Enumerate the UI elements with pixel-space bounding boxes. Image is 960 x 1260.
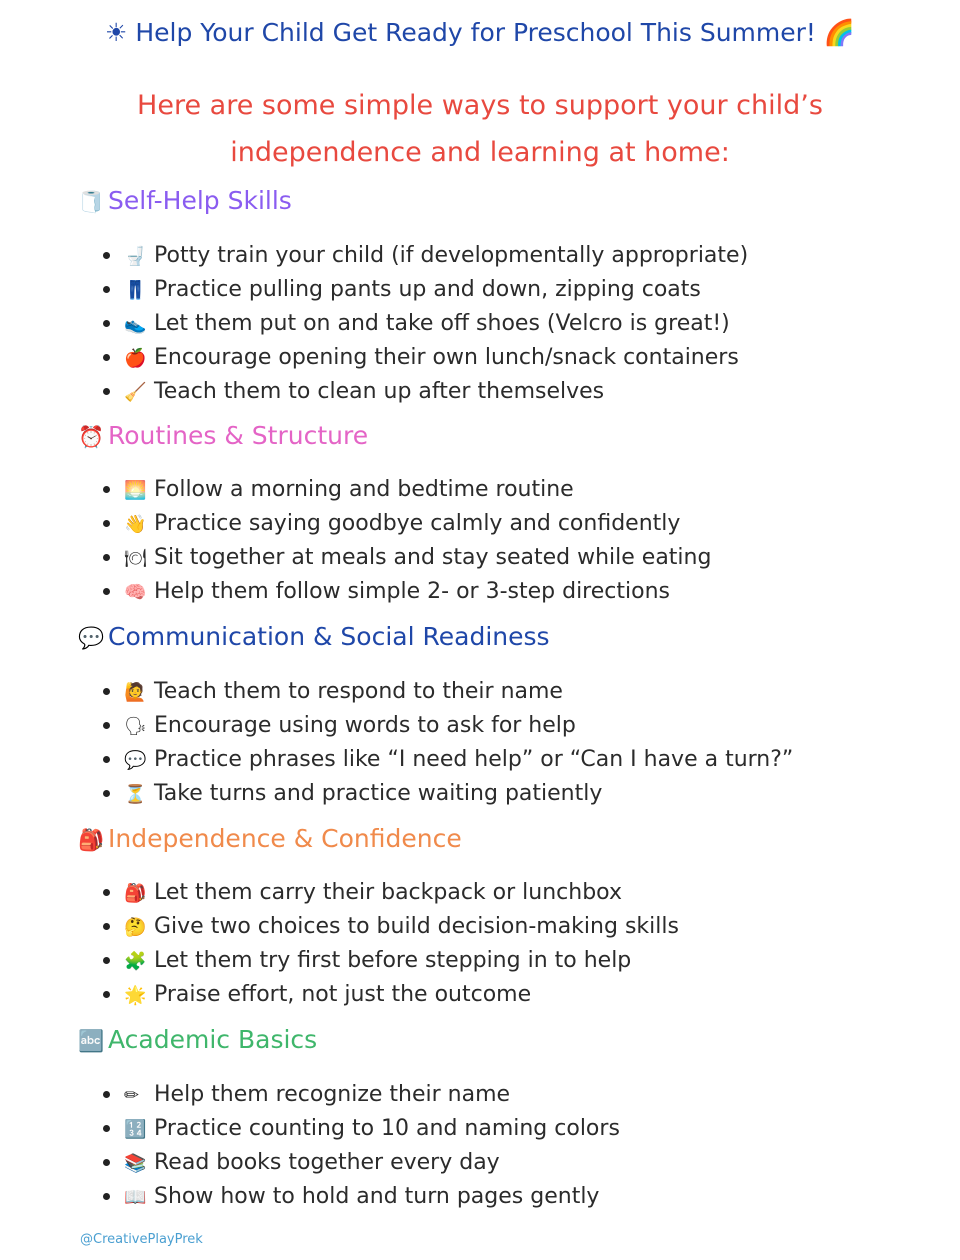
list-item-text: Help them follow simple 2- or 3-step directions [154,579,670,604]
list-item [100,777,940,811]
list-item-text: Practice counting to 10 and naming colors [154,1116,620,1141]
speech-bubble-icon: 💬 [124,750,147,771]
list-item [100,910,940,944]
academic-list [100,1078,940,1214]
list-item [100,1146,940,1180]
list-item [100,944,940,978]
list-item-text: Read books together every day [154,1150,500,1175]
backpack-icon: 🎒 [124,883,147,904]
list-item-text: Give two choices to build decision-making skills [154,914,679,939]
list-item-text: Sit together at meals and stay seated while eating [154,545,712,570]
numbers-icon: 🔢 [124,1119,147,1140]
list-item-text: Practice phrases like “I need help” or “Can I have a turn?” [154,747,794,772]
section-heading-label: Self-Help Skills [108,186,292,215]
backpack-icon: 🎒 [78,828,105,852]
section-heading-communication [78,622,550,651]
plate-icon: 🍽 [124,548,147,569]
sun-icon: ☀ [104,18,128,47]
list-item-text: Let them carry their backpack or lunchbox [154,880,622,905]
star-icon: 🌟 [124,985,147,1006]
rainbow-icon: 🌈 [823,18,856,47]
apple-icon: 🍎 [124,348,147,369]
sunrise-icon: 🌅 [124,480,147,501]
section-heading-independence [78,824,462,853]
section-heading-label: Academic Basics [108,1025,318,1054]
page-subtitle: Here are some simple ways to support your child’s independence and learning at home: [137,90,823,168]
abc-icon: 🔤 [78,1029,105,1053]
list-item [100,1112,940,1146]
list-item-text: Encourage using words to ask for help [154,713,576,738]
speaking-head-icon: 🗣 [124,716,147,737]
list-item-text: Practice saying goodbye calmly and confidently [154,511,681,536]
broom-icon: 🧹 [124,382,147,403]
list-item-text: Praise effort, not just the outcome [154,982,532,1007]
hourglass-icon: ⏳ [124,784,147,805]
brain-icon: 🧠 [124,582,147,603]
alarm-clock-icon: ⏰ [78,425,105,449]
section-heading-routines [78,421,368,450]
page-title [0,18,960,48]
self-help-list [100,239,940,409]
thinking-face-icon: 🤔 [124,917,147,938]
list-item-text: Let them put on and take off shoes (Velcro is great!) [154,311,730,336]
books-icon: 📚 [124,1153,147,1174]
list-item-text: Help them recognize their name [154,1082,511,1107]
section-heading-label: Communication & Social Readiness [108,622,550,651]
puzzle-piece-icon: 🧩 [124,951,147,972]
list-item-text: Show how to hold and turn pages gently [154,1184,600,1209]
list-item [100,876,940,910]
list-item-text: Take turns and practice waiting patiently [154,781,603,806]
list-item-text: Follow a morning and bedtime routine [154,477,574,502]
list-item [100,507,940,541]
waving-hand-icon: 👋 [124,514,147,535]
raising-hand-icon: 🙋 [124,682,147,703]
section-heading-label: Independence & Confidence [108,824,462,853]
independence-list [100,876,940,1012]
speech-bubble-icon: 💬 [78,626,105,650]
open-book-icon: 📖 [124,1187,147,1208]
list-item [100,1078,940,1112]
section-heading-self-help [78,186,292,215]
list-item-text: Let them try first before stepping in to help [154,948,632,973]
section-heading-label: Routines & Structure [108,421,369,450]
list-item [100,709,940,743]
list-item-text: Teach them to respond to their name [154,679,563,704]
list-item-text: Potty train your child (if developmentally appropriate) [154,243,749,268]
shoe-icon: 👟 [124,314,147,335]
list-item [100,575,940,609]
list-item [100,978,940,1012]
section-heading-academic [78,1025,317,1054]
pencil-icon: ✏ [124,1085,140,1106]
list-item [100,675,940,709]
list-item [100,307,940,341]
list-item-text: Encourage opening their own lunch/snack containers [154,345,739,370]
list-item-text: Teach them to clean up after themselves [154,379,605,404]
routines-list [100,473,940,609]
communication-list [100,675,940,811]
list-item [100,743,940,777]
list-item [100,341,940,375]
toilet-icon: 🚽 [124,246,147,267]
list-item [100,375,940,409]
list-item [100,239,940,273]
list-item-text: Practice pulling pants up and down, zipping coats [154,277,701,302]
footer-handle: @CreativePlayPrek [80,1232,203,1247]
list-item [100,541,940,575]
jeans-icon: 👖 [124,280,147,301]
list-item [100,273,940,307]
list-item [100,473,940,507]
title-text: Help Your Child Get Ready for Preschool This Summer! [135,18,816,47]
toilet-paper-icon: 🧻 [78,190,105,214]
list-item [100,1180,940,1214]
